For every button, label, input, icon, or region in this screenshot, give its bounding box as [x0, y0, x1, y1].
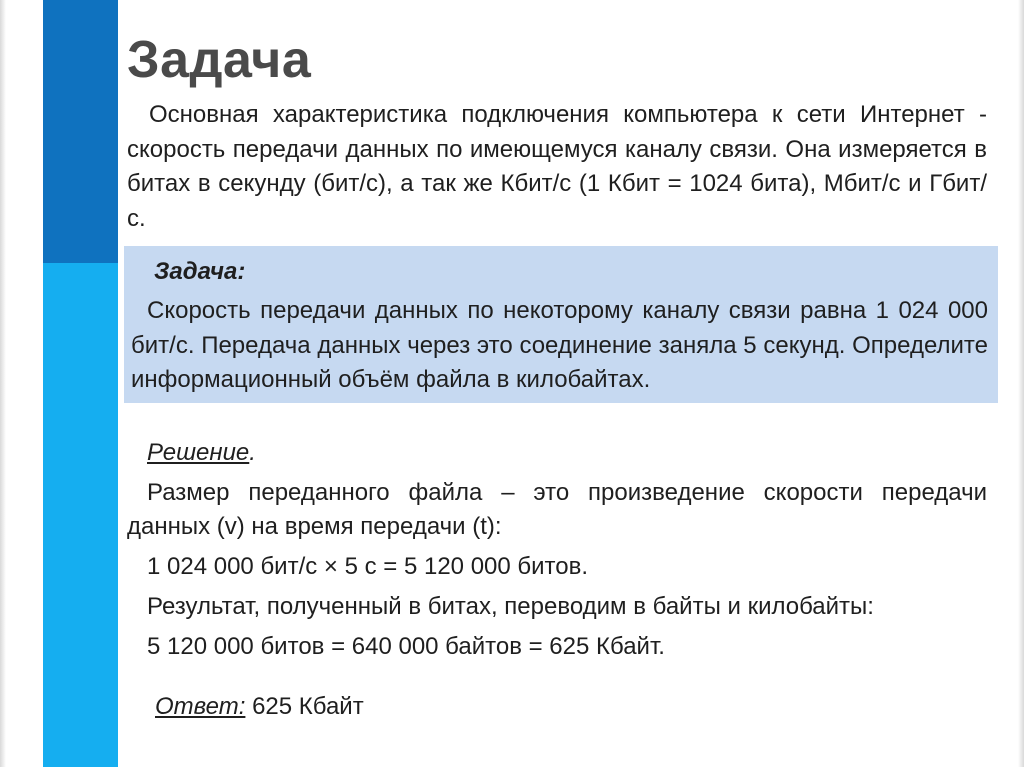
- task-box: [124, 246, 998, 403]
- page-edge-right: [1018, 0, 1024, 767]
- solution-heading-punct: .: [249, 439, 256, 466]
- answer-value: 625 Кбайт: [245, 693, 364, 720]
- solution-result: 5 120 000 битов = 640 000 байтов = 625 Кбайт.: [147, 633, 665, 660]
- solution-calculation: 1 024 000 бит/с × 5 с = 5 120 000 битов.: [147, 553, 589, 580]
- decorative-stripe: [43, 0, 118, 767]
- solution-conversion-note: Результат, полученный в битах, переводим в байты и килобайты:: [147, 593, 874, 620]
- task-heading: Задача:: [154, 258, 246, 285]
- solution-paragraph: Размер переданного файла – это произведение скорости передачи данных (v) на время передачи (t):: [127, 479, 987, 540]
- solution-heading: [147, 436, 987, 470]
- stripe-dark-segment: [43, 0, 118, 263]
- solution-heading-label: Решение: [147, 439, 250, 466]
- slide-title: Задача: [127, 31, 312, 89]
- stripe-light-segment: [43, 263, 118, 767]
- task-text: Скорость передачи данных по некоторому каналу связи равна 1 024 000 бит/с. Передача данных через это соединение заняла 5 секунд. Определите информационный объём файла в килобайтах.: [131, 297, 988, 393]
- intro-paragraph: Основная характеристика подключения компьютера к сети Интернет - скорость передачи данных по имеющемуся каналу связи. Она измеряется в битах в секунду (бит/с), а так же Кбит/с (1 Кбит = 1024 бита), Мбит/с и Гбит/с.: [127, 101, 987, 232]
- answer-label: Ответ:: [155, 693, 246, 720]
- page-edge-left: [0, 0, 6, 767]
- solution-section: [127, 436, 987, 664]
- answer-line: [155, 690, 364, 724]
